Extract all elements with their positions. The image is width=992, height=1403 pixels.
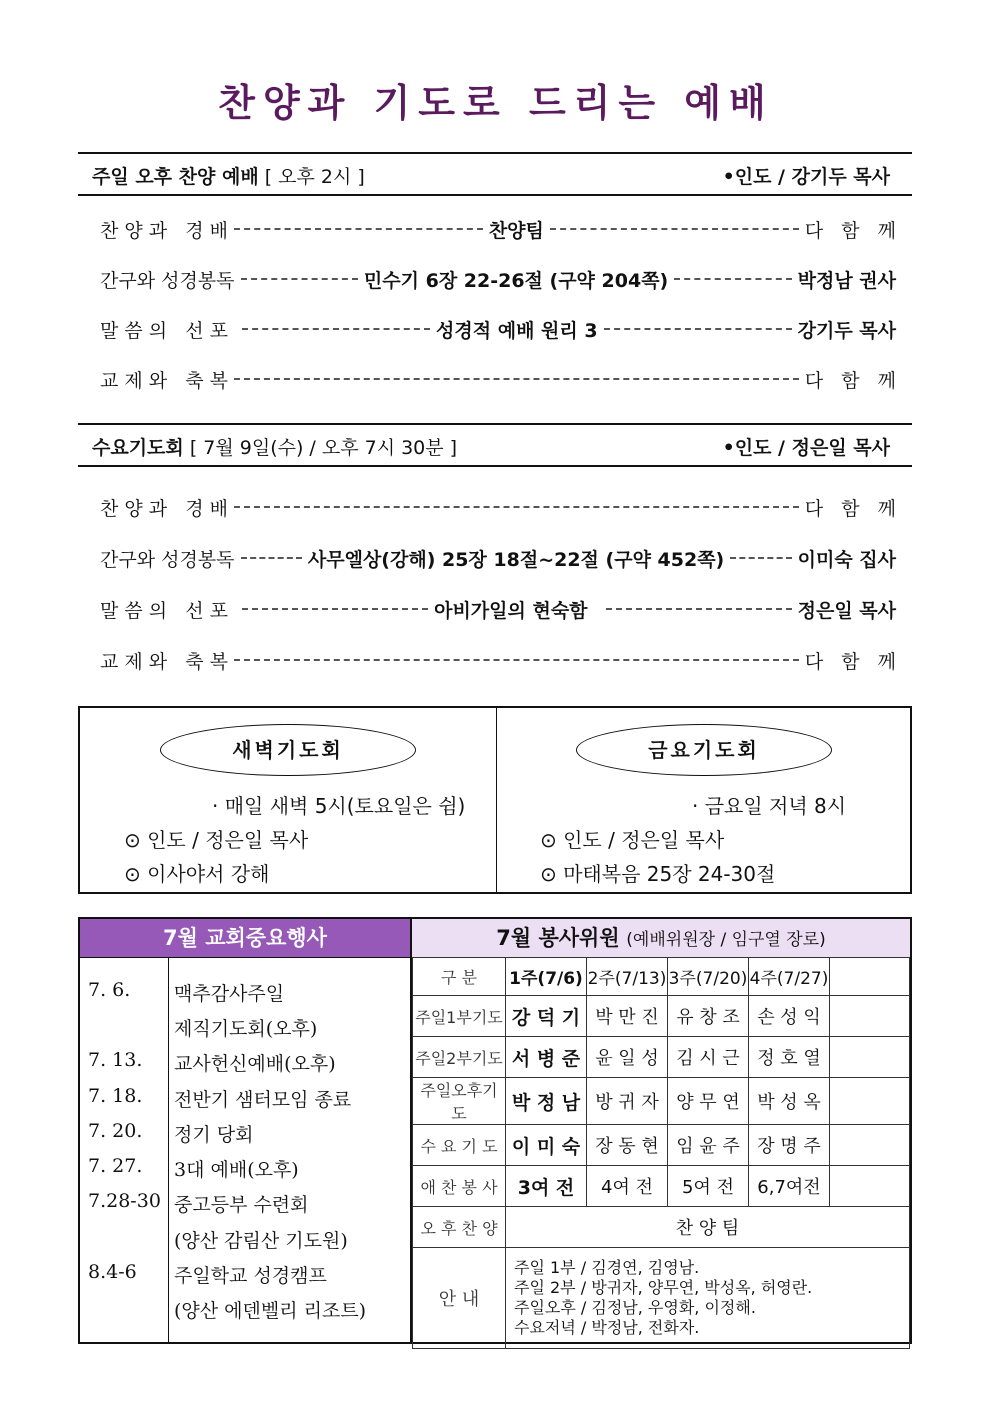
guide-line: 수요저녁 / 박정남, 전화자.	[514, 1318, 700, 1337]
event-text: 전반기 샘터모임 종료	[174, 1089, 352, 1111]
event-date: 7. 13.	[88, 1049, 143, 1071]
order-row	[100, 364, 896, 394]
order-content: 아비가일의 현숙함	[434, 599, 588, 622]
order-person: 다 함 께	[804, 650, 896, 673]
order-label: 말 씀 의 선 포	[100, 599, 229, 622]
table-cell: 양 무 연	[668, 1078, 749, 1125]
dawn-prayer-title: 새벽기도회	[160, 724, 416, 776]
column-header: 2주(7/13)	[587, 958, 668, 996]
wednesday-service-leader: •인도 / 정은일 목사	[722, 437, 890, 459]
dawn-prayer-text: ⊙ 이사야서 강해	[124, 862, 270, 886]
service-chair: (예배위원장 / 임구열 장로)	[626, 930, 826, 950]
order-row	[100, 492, 896, 522]
event-text: 맥추감사주일	[174, 983, 285, 1005]
service-title: 7월 봉사위원	[496, 926, 620, 950]
column-header: 구 분	[413, 958, 506, 996]
table-cell: 박 만 진	[587, 996, 668, 1037]
order-person: 정은일 목사	[797, 599, 897, 622]
event-text: 제직기도회(오후)	[174, 1018, 318, 1040]
service-header	[412, 919, 910, 958]
order-content: 민수기 6장 22-26절 (구약 204쪽)	[363, 269, 669, 292]
table-cell: 윤 일 성	[587, 1037, 668, 1078]
wednesday-service-time: [ 7월 9일(수) / 오후 7시 30분 ]	[183, 437, 458, 459]
table-cell	[830, 1125, 910, 1166]
row-label: 안 내	[413, 1248, 506, 1349]
row-label: 수 요 기 도	[413, 1125, 506, 1166]
event-text: 3대 예배(오후)	[174, 1159, 299, 1181]
dawn-prayer-leader: ⊙ 인도 / 정은일 목사	[124, 828, 309, 852]
event-date: 7. 20.	[88, 1120, 143, 1142]
event-date: 7.28-30	[88, 1190, 161, 1212]
table-cell: 손 성 익	[749, 996, 830, 1037]
table-cell: 장 명 주	[749, 1125, 830, 1166]
event-text: 정기 당회	[174, 1124, 254, 1146]
table-row	[413, 1166, 910, 1207]
column-header	[830, 958, 910, 996]
order-row	[100, 594, 896, 624]
table-cell: 박 정 남	[506, 1078, 587, 1125]
order-content: 찬양팀	[488, 219, 544, 242]
table-cell: 박 성 옥	[749, 1078, 830, 1125]
order-row	[100, 314, 896, 344]
column-header: 1주(7/6)	[506, 958, 587, 996]
order-person: 이미숙 집사	[797, 548, 896, 571]
guide-line: 주일 2부 / 방귀자, 양무연, 박성옥, 허영란.	[514, 1278, 813, 1297]
order-row	[100, 264, 896, 294]
order-person: 박정남 권사	[797, 269, 897, 292]
friday-prayer-text: ⊙ 마태복음 25장 24-30절	[540, 862, 776, 886]
sunday-service-time: [ 오후 2시 ]	[258, 166, 365, 188]
order-content: 사무엘상(강해) 25장 18절~22절 (구약 452쪽)	[307, 548, 725, 571]
wednesday-service-name: 수요기도회	[92, 437, 184, 459]
order-label: 찬 양 과 경 배	[100, 497, 229, 520]
order-label: 말 씀 의 선 포	[100, 319, 229, 342]
order-content: 성경적 예배 원리 3	[436, 319, 598, 342]
table-row	[413, 1248, 910, 1349]
table-cell: 찬 양 팀	[506, 1207, 910, 1248]
table-cell: 3여 전	[506, 1166, 587, 1207]
guide-line: 주일오후 / 김정남, 우영화, 이정해.	[514, 1298, 756, 1317]
friday-prayer-leader: ⊙ 인도 / 정은일 목사	[540, 828, 725, 852]
event-text: 교사헌신예배(오후)	[174, 1053, 336, 1075]
guide-line: 주일 1부 / 김경연, 김영남.	[514, 1258, 700, 1277]
table-row	[413, 1078, 910, 1125]
table-row	[413, 1125, 910, 1166]
table-cell: 6,7여전	[749, 1166, 830, 1207]
event-date: 7. 18.	[88, 1085, 143, 1107]
sunday-service-name: 주일 오후 찬양 예배	[92, 166, 259, 188]
row-label: 애 찬 봉 사	[413, 1166, 506, 1207]
order-label: 찬 양 과 경 배	[100, 219, 229, 242]
dawn-prayer-time: · 매일 새벽 5시(토요일은 쉼)	[212, 794, 466, 818]
order-label: 교 제 와 축 복	[100, 650, 229, 673]
table-row	[413, 1037, 910, 1078]
order-row	[100, 543, 896, 573]
order-row	[100, 214, 896, 244]
table-cell: 김 시 근	[668, 1037, 749, 1078]
row-label: 주일오후기도	[413, 1078, 506, 1125]
prayer-meetings-box	[78, 706, 912, 894]
friday-prayer-time: · 금요일 저녁 8시	[692, 794, 847, 818]
table-cell	[830, 1037, 910, 1078]
order-label: 교 제 와 축 복	[100, 369, 229, 392]
events-table	[78, 917, 412, 1344]
table-cell	[830, 1078, 910, 1125]
table-cell	[830, 1166, 910, 1207]
wednesday-service-header	[78, 423, 912, 467]
column-header: 3주(7/20)	[668, 958, 749, 996]
event-text: (양산 감림산 기도원)	[174, 1230, 348, 1252]
table-cell: 정 호 열	[749, 1037, 830, 1078]
sunday-service-leader: •인도 / 강기두 목사	[722, 166, 890, 188]
event-date: 7. 6.	[88, 979, 131, 1001]
table-cell: 유 창 조	[668, 996, 749, 1037]
table-cell	[830, 996, 910, 1037]
service-table	[412, 917, 912, 1344]
order-label: 간구와 성경봉독	[100, 269, 235, 292]
row-label: 오 후 찬 양	[413, 1207, 506, 1248]
event-date: 7. 27.	[88, 1155, 143, 1177]
column-header: 4주(7/27)	[749, 958, 830, 996]
table-row	[413, 1207, 910, 1248]
table-cell: 임 윤 주	[668, 1125, 749, 1166]
event-text: 주일학교 성경캠프	[174, 1265, 327, 1287]
table-cell: 장 동 현	[587, 1125, 668, 1166]
order-row	[100, 645, 896, 675]
guide-cell	[506, 1248, 910, 1349]
order-person: 다 함 께	[804, 497, 896, 520]
table-cell: 이 미 숙	[506, 1125, 587, 1166]
row-label: 주일1부기도	[413, 996, 506, 1037]
friday-prayer-title: 금요기도회	[576, 724, 832, 776]
table-row	[413, 996, 910, 1037]
table-cell: 4여 전	[587, 1166, 668, 1207]
table-cell: 강 덕 기	[506, 996, 587, 1037]
order-person: 강기두 목사	[797, 319, 897, 342]
table-cell: 5여 전	[668, 1166, 749, 1207]
sunday-service-header	[78, 152, 912, 196]
order-person: 다 함 께	[804, 369, 896, 392]
page-title: 찬양과 기도로 드리는 예배	[218, 81, 774, 125]
event-text: (양산 에덴벨리 리조트)	[174, 1300, 367, 1322]
event-date: 8.4-6	[88, 1261, 137, 1283]
events-header: 7월 교회중요행사	[80, 919, 410, 958]
table-cell: 서 병 준	[506, 1037, 587, 1078]
table-cell: 방 귀 자	[587, 1078, 668, 1125]
event-text: 중고등부 수련회	[174, 1194, 309, 1216]
order-label: 간구와 성경봉독	[100, 548, 235, 571]
order-person: 다 함 께	[804, 219, 897, 242]
row-label: 주일2부기도	[413, 1037, 506, 1078]
